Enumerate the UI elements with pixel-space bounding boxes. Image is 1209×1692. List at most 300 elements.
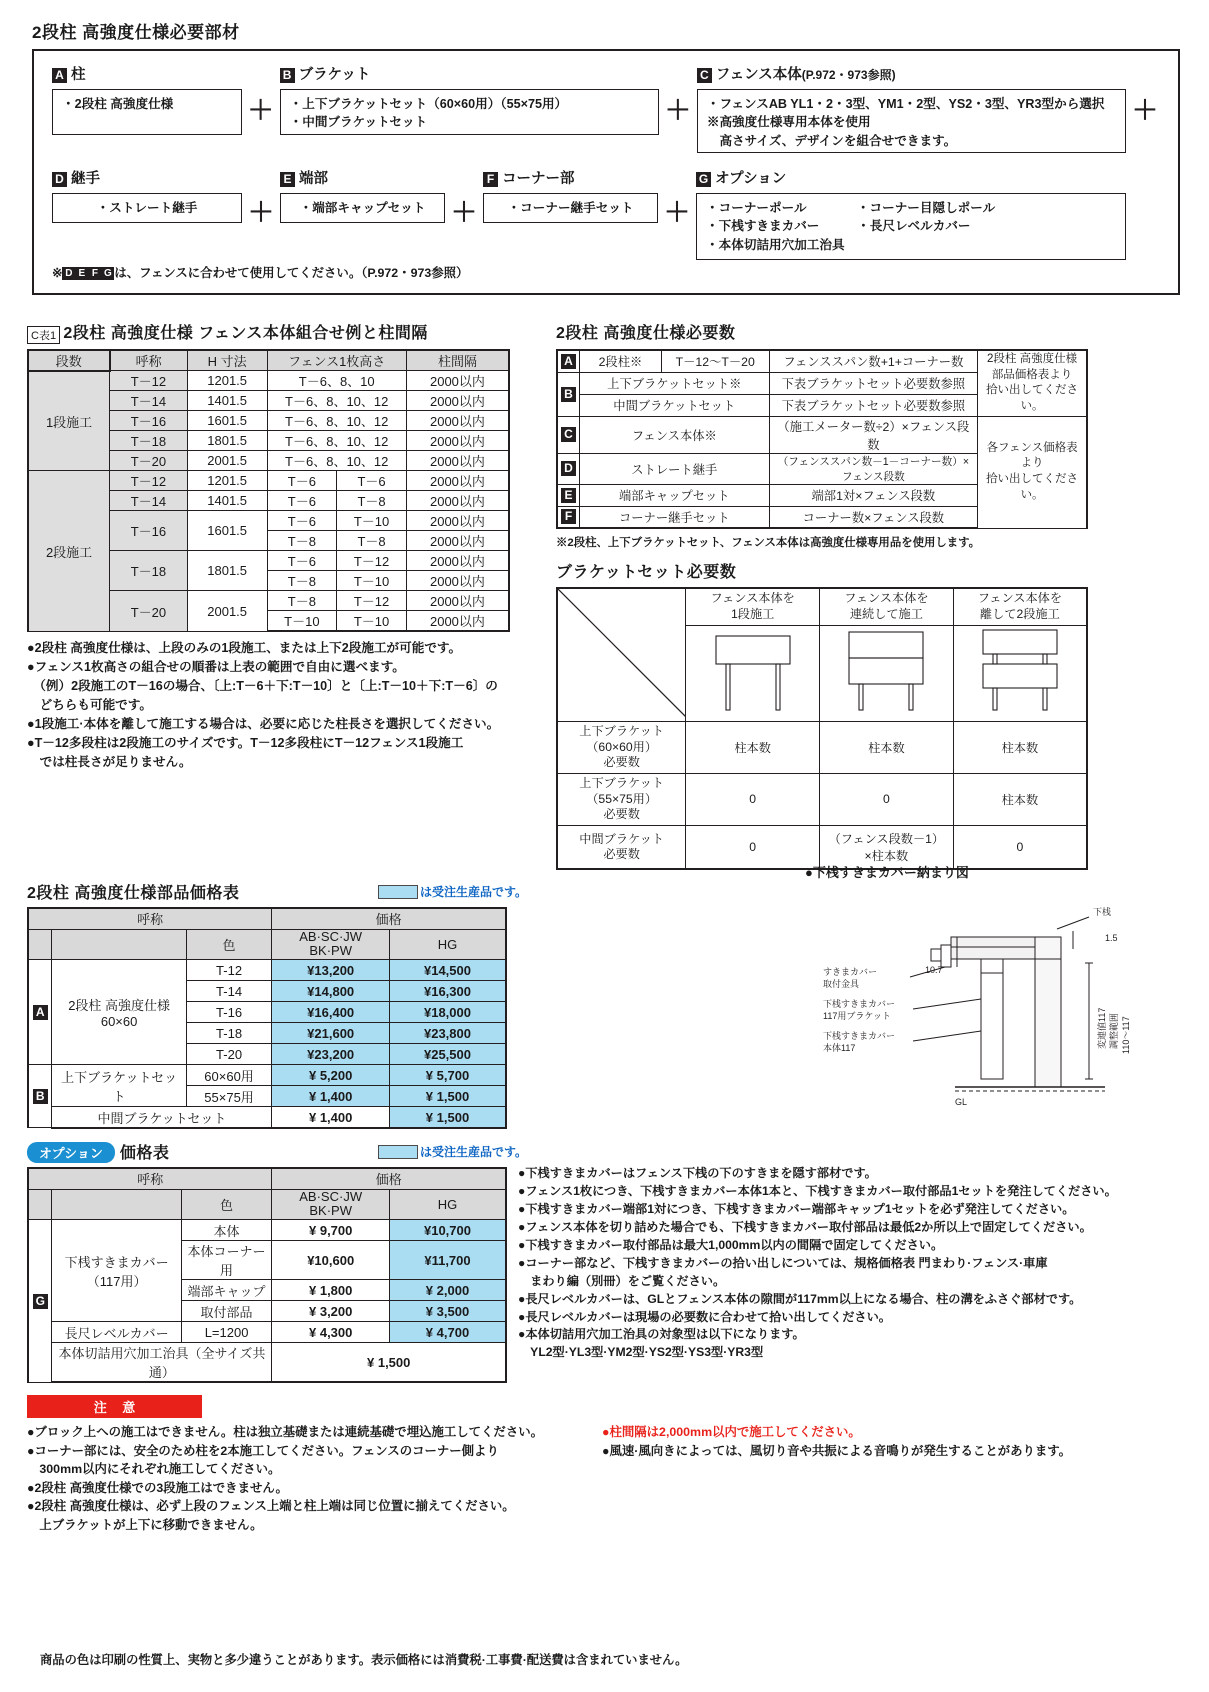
table1-g2-r5b-upper: T－10	[267, 611, 337, 632]
qty-note-bottom-l2: 拾い出してください。	[986, 473, 1079, 501]
label-range-3: 110～117	[1121, 1016, 1131, 1054]
badge-g-small-icon: G	[101, 267, 114, 280]
part-group-a-body	[52, 89, 242, 135]
table1-r4-name: T－18	[110, 431, 188, 451]
table1-g2-r4-h: 1801.5	[187, 551, 267, 591]
badge-g-icon: G	[696, 172, 711, 187]
price1-th-blank	[28, 929, 52, 960]
bracket-row-3-v2-l2: ×柱本数	[864, 848, 909, 863]
price1-b2-p2: ¥ 1,500	[389, 1086, 506, 1107]
price2-th-color: 色	[181, 1189, 272, 1220]
table1-g2-r3a-lower: T－10	[337, 511, 407, 531]
required-qty-section	[556, 320, 1186, 870]
bracket-col-3-l2: 離して2段施工	[979, 606, 1060, 621]
badge-f-small-icon: F	[88, 267, 101, 280]
table1-bullet-4: どちらも可能です。	[27, 698, 152, 712]
caution-left-4: ●2段柱 高強度仕様での3段施工はできません。	[27, 1480, 288, 1495]
label-body-2: 本体117	[823, 1043, 856, 1053]
price1-groupa-name-l2: 60×60	[100, 1014, 138, 1030]
price1-b2-p1: ¥ 1,400	[272, 1086, 390, 1107]
bracket-row-1-v2: 柱本数	[820, 721, 954, 773]
price1-groupa-name	[52, 960, 186, 1065]
table-row	[28, 371, 509, 391]
caution-section	[27, 1395, 1187, 1535]
part-group-a-head	[52, 63, 242, 84]
bracket-col-2-l1: フェンス本体を	[844, 591, 929, 605]
price1-groupb-name: 上下ブラケットセット	[52, 1065, 186, 1107]
table1-g2-r3a-upper: T－6	[267, 511, 337, 531]
price1-b2-size: 55×75用	[186, 1086, 272, 1107]
table1-th-pitch: 柱間隔	[406, 350, 509, 371]
caution-left-1: ●ブロック上への施工はできません。柱は独立基礎または連続基礎で埋込施工してください。	[27, 1425, 543, 1439]
price2-jig-name: 本体切詰用穴加工治具（全サイズ共通）	[52, 1343, 272, 1383]
table1-bullet-1: ●2段柱 高強度仕様は、上段のみの1段施工、または上下2段施工が可能です。	[27, 641, 462, 656]
bracket-row-1-v3: 柱本数	[953, 721, 1087, 773]
price1-a2-p2: ¥16,300	[389, 981, 506, 1002]
part-b-line-1: ・上下ブラケットセット（60×60用）（55×75用）	[289, 97, 568, 111]
table1-bullet-3: （例）2段施工のT－16の場合、〔上:T－6＋下:T－10〕と〔上:T－10＋下:T－6〕の	[27, 679, 498, 694]
table1-r2-h: 1401.5	[187, 391, 267, 411]
part-g-line-2: ・下桟すきまカバー ・長尺レベルカバー	[706, 219, 971, 234]
part-group-f	[483, 167, 658, 223]
price1-a5-p1: ¥23,200	[272, 1044, 390, 1065]
price2-c2-p1: ¥10,600	[272, 1241, 390, 1280]
price2-cover-name-l2: （117用）	[86, 1273, 147, 1289]
table1-r2-name: T－14	[110, 391, 188, 411]
table1-r1-fence: T－6、8、10	[267, 371, 406, 391]
bracket-row-2-l1: 上下ブラケット	[579, 776, 664, 791]
price2-c3-p1: ¥ 1,800	[272, 1280, 390, 1301]
table1-r4-pitch: 2000以内	[406, 431, 509, 451]
bracket-row-3-v2-l1: （フェンス段数－1）	[828, 831, 945, 846]
qty-row-a-qty: フェンススパン数+1+コーナー数	[769, 350, 978, 372]
bracket-row-2-v2: 0	[820, 773, 954, 825]
qty-note-bottom	[978, 416, 1087, 528]
table-row	[28, 471, 509, 491]
table-row	[28, 1220, 506, 1241]
bracket-row-1-l2: （60×60用）	[586, 739, 658, 754]
badge-e-icon: E	[280, 172, 295, 187]
table-row	[28, 1343, 506, 1383]
badge-f-icon: F	[561, 509, 576, 524]
table1-r1-name: T－12	[110, 371, 188, 391]
part-group-a	[52, 63, 242, 135]
table1-g2-r4b-upper: T－8	[267, 571, 337, 591]
part-f-line-1: ・コーナー継手セット	[507, 201, 634, 215]
bracket-row-3-l1: 中間ブラケット	[579, 831, 664, 846]
bracket-row-2-v1: 0	[686, 773, 820, 825]
table1-r4-h: 1801.5	[187, 431, 267, 451]
price1-th-price: 価格	[272, 908, 506, 929]
label-gl: GL	[955, 1097, 968, 1107]
plus-sign-5: ＋	[451, 197, 478, 227]
parts-frame	[32, 49, 1180, 295]
qty-badge-f	[557, 506, 580, 528]
price2-c4-p1: ¥ 3,200	[272, 1301, 390, 1322]
qty-row-f-qty: コーナー数×フェンス段数	[769, 506, 978, 528]
badge-g-icon: G	[33, 1294, 48, 1309]
diagonal-line-icon	[558, 589, 686, 719]
table1-r4-fence: T－6、8、10、12	[267, 431, 406, 451]
table1-g2-r2-h: 1401.5	[187, 491, 267, 511]
table1-th-dansu: 段数	[28, 350, 110, 371]
table-row	[28, 1189, 506, 1220]
table1-r5-h: 2001.5	[187, 451, 267, 471]
table1-g2-r1-h: 1201.5	[187, 471, 267, 491]
table1-r3-pitch: 2000以内	[406, 411, 509, 431]
table1-heading	[27, 320, 532, 344]
made-to-order-swatch	[378, 1145, 418, 1159]
qty-badge-d	[557, 453, 580, 484]
part-c-line-2: ※高強度仕様専用本体を使用	[706, 115, 871, 130]
table-row	[557, 721, 1087, 773]
price2-th-c1	[272, 1189, 390, 1220]
caution-left-column	[27, 1423, 602, 1535]
bracket-col-1-header	[686, 588, 820, 625]
table1-g2-r3b-pitch: 2000以内	[406, 531, 509, 551]
bracket-col-3-l1: フェンス本体を	[977, 591, 1063, 605]
part-group-c-body	[697, 89, 1126, 153]
qty-note-top-l1: 2段柱 高強度仕様	[987, 353, 1078, 366]
bracket-illustration-1	[686, 625, 820, 721]
label-range-1: 変連値117	[1097, 1007, 1107, 1049]
price1-b3-name: 中間ブラケットセット	[52, 1107, 272, 1128]
badge-b-icon: B	[280, 68, 295, 83]
part-g-line-3: ・本体切詰用穴加工治具	[706, 237, 845, 252]
price1-badge-a	[28, 960, 52, 1065]
part-c-line-3: 高さサイズ、デザインを組合せできます。	[706, 133, 957, 148]
qty-row-a-size: T－12～T－20	[661, 350, 769, 372]
table1-g2-r3-name: T－16	[110, 511, 188, 551]
price2-th-namecol	[52, 1189, 181, 1220]
price2-th-blank	[28, 1189, 52, 1220]
price2-legend-text: は受注生産品です。	[419, 1145, 527, 1159]
price2-c3-size: 端部キャップ	[181, 1280, 272, 1301]
table2-title: 2段柱 高強度仕様必要数	[556, 325, 736, 342]
badge-d-small-icon: D	[62, 267, 75, 280]
bracket-row-2-label	[557, 773, 686, 825]
caution-left-6: 上ブラケットが上下に移動できません。	[27, 1518, 263, 1533]
part-group-e	[280, 167, 445, 223]
part-group-f-body	[483, 193, 658, 223]
part-group-c	[697, 63, 1126, 153]
table1-group1-label: 1段施工	[28, 371, 110, 471]
option-price-table	[27, 1167, 507, 1383]
price1-b3-p1: ¥ 1,400	[272, 1107, 390, 1128]
caution-columns	[27, 1423, 1187, 1535]
table1-g2-r1-name: T－12	[110, 471, 188, 491]
table1-r5-name: T－20	[110, 451, 188, 471]
price2-c1-p1: ¥ 9,700	[272, 1220, 390, 1241]
price2-heading	[27, 1140, 169, 1163]
price1-a3-p2: ¥18,000	[389, 1002, 506, 1023]
price1-a5-p2: ¥25,500	[389, 1044, 506, 1065]
caution-left-3: 300mm以内にそれぞれ施工してください。	[27, 1462, 281, 1477]
price2-cover-name-l1: 下桟すきまカバー	[64, 1254, 169, 1270]
option-note-5: ●下桟すきまカバー取付部品は最大1,000mm以内の間隔で固定してください。	[518, 1237, 944, 1252]
price1-th-c1-l1: AB·SC·JW	[299, 928, 363, 944]
price1-b1-p1: ¥ 5,200	[272, 1065, 390, 1086]
qty-badge-a	[557, 350, 580, 372]
bracket-col-3-header	[953, 588, 1087, 625]
price1-a3-p1: ¥16,400	[272, 1002, 390, 1023]
table1-r3-fence: T－6、8、10、12	[267, 411, 406, 431]
qty-row-b2-name: 中間ブラケットセット	[580, 394, 770, 416]
label-range-2: 調整範囲	[1109, 1012, 1119, 1049]
part-group-g-body	[696, 193, 1126, 260]
plus-sign-6: ＋	[664, 197, 691, 227]
parts-price-section	[27, 880, 527, 1129]
price1-title: 2段柱 高強度仕様部品価格表	[27, 885, 240, 902]
part-group-c-head	[697, 63, 1126, 84]
table-row	[557, 416, 1087, 453]
price2-title: 価格表	[119, 1145, 170, 1162]
option-note-10: ●本体切詰用穴加工治具の対象型は以下になります。	[518, 1327, 805, 1342]
price2-th-name: 呼称	[28, 1168, 272, 1189]
part-group-d-label: 継手	[71, 171, 101, 187]
qty-row-c-qty: （施工メーター数÷2）×フェンス段数	[769, 416, 978, 453]
table1-bullet-5: ●1段施工·本体を離して施工する場合は、必要に応じた柱長さを選択してください。	[27, 716, 500, 731]
price2-c1-size: 本体	[181, 1220, 272, 1241]
option-pill: オプション	[27, 1142, 115, 1163]
parts-section-title: 2段柱 高強度仕様必要部材	[32, 23, 240, 42]
parts-price-table	[27, 907, 507, 1129]
price1-a5-size: T-20	[186, 1044, 272, 1065]
caution-right-2: ●風速·風向きによっては、風切り音や共振による音鳴りが発生することがあります。	[602, 1443, 1072, 1458]
table1-g2-r4b-pitch: 2000以内	[406, 571, 509, 591]
table1-g2-r3a-pitch: 2000以内	[406, 511, 509, 531]
badge-a-icon: A	[33, 1005, 48, 1020]
option-notes-list	[518, 1165, 1188, 1362]
price2-c2-size: 本体コーナー用	[181, 1241, 272, 1280]
table1-g2-r5-h: 2001.5	[187, 591, 267, 632]
part-group-g-head	[696, 167, 1126, 188]
part-b-line-2: ・中間ブラケットセット	[289, 115, 428, 130]
label-sukima-2: 取付金具	[823, 979, 860, 989]
bracket-row-3-label	[557, 825, 686, 869]
part-group-b	[280, 63, 659, 135]
price1-a2-size: T-14	[186, 981, 272, 1002]
footer-note: 商品の色は印刷の性質上、実物と多少違うことがあります。表示価格には消費税·工事費·配送費は含まれていません。	[40, 1653, 688, 1667]
caution-left-2: ●コーナー部には、安全のため柱を2本施工してください。フェンスのコーナー側より	[27, 1443, 499, 1458]
option-note-3: ●下桟すきまカバー端部1対につき、下桟すきまカバー端部キャップ1セットを必ず発注してください。	[518, 1201, 1075, 1216]
price2-c2-p2: ¥11,700	[389, 1241, 506, 1280]
part-e-line-1: ・端部キャップセット	[299, 201, 426, 215]
badge-b-icon: B	[33, 1089, 48, 1104]
table1-g2-r3-h: 1601.5	[187, 511, 267, 551]
option-note-9: ●長尺レベルカバーは現場の必要数に合わせて拾い出してください。	[518, 1309, 891, 1324]
price2-jig-price: ¥ 1,500	[272, 1343, 506, 1383]
defg-note	[52, 263, 1164, 281]
label-body-1: 下桟すきまカバー	[823, 1031, 896, 1041]
table1-g2-r4b-lower: T－10	[337, 571, 407, 591]
part-c-line-1: ・フェンスAB YL1・2・3型、YM1・2型、YS2・3型、YR3型から選択	[706, 97, 1105, 111]
table1-bullet-7: では柱長さが足りません。	[27, 754, 192, 769]
part-d-line-1: ・ストレート継手	[96, 201, 198, 215]
price1-b3-p2: ¥ 1,500	[389, 1107, 506, 1128]
table1-g2-r5a-lower: T－12	[337, 591, 407, 611]
fence-continuous-icon	[831, 628, 941, 716]
qty-row-d-qty: （フェンススパン数－1－コーナー数）×フェンス段数	[769, 453, 978, 484]
qty-row-b1-qty: 下表ブラケットセット必要数参照	[769, 372, 978, 394]
bracket-row-2-l3: 必要数	[603, 806, 640, 821]
table1-g2-r1-lower: T－6	[337, 471, 407, 491]
table1-g2-r2-lower: T－8	[337, 491, 407, 511]
qty-note-top-l2: 部品価格表より	[991, 368, 1073, 381]
table1-r5-fence: T－6、8、10、12	[267, 451, 406, 471]
table1-group2-label: 2段施工	[28, 471, 110, 632]
option-note-2: ●フェンス1枚につき、下桟すきまカバー本体1本と、下桟すきまカバー取付部品1セットを発注してください。	[518, 1183, 1117, 1198]
part-group-e-label: 端部	[299, 171, 329, 187]
price1-th-color: 色	[186, 929, 272, 960]
label-dim-107: 10.7	[925, 965, 943, 975]
combination-table	[27, 349, 510, 633]
bracket-row-3-l2: 必要数	[603, 846, 640, 861]
table-row	[28, 1322, 506, 1343]
qty-row-b2-qty: 下表ブラケットセット必要数参照	[769, 394, 978, 416]
part-group-d-body	[52, 193, 242, 223]
price1-b1-p2: ¥ 5,700	[389, 1065, 506, 1086]
part-group-a-label: 柱	[71, 67, 86, 83]
price1-a2-p1: ¥14,800	[272, 981, 390, 1002]
table1-r1-pitch: 2000以内	[406, 371, 509, 391]
price1-th-c1	[272, 929, 390, 960]
part-group-b-label: ブラケット	[298, 67, 371, 83]
part-group-g	[696, 167, 1126, 260]
table1-r5-pitch: 2000以内	[406, 451, 509, 471]
price2-c3-p2: ¥ 2,000	[389, 1280, 506, 1301]
part-group-e-head	[280, 167, 445, 188]
price2-th-price: 価格	[272, 1168, 506, 1189]
qty-row-e-qty: 端部1対×フェンス段数	[769, 484, 978, 506]
made-to-order-swatch	[378, 885, 418, 899]
price1-legend	[378, 883, 527, 900]
option-price-section	[27, 1140, 527, 1383]
diagonal-header-cell	[557, 588, 686, 721]
price2-c1-p2: ¥10,700	[389, 1220, 506, 1241]
option-note-6: ●コーナー部など、下桟すきまカバーの拾い出しについては、規格価格表 門まわり·フェンス·車庫	[518, 1255, 1048, 1270]
qty-row-b1-name: 上下ブラケットセット※	[580, 372, 770, 394]
qty-note-bottom-l1: 各フェンス価格表より	[986, 441, 1078, 470]
qty-note-top	[978, 350, 1087, 416]
bracket-row-3-v3: 0	[953, 825, 1087, 869]
table1-g2-r1-upper: T－6	[267, 471, 337, 491]
table1-bullet-2: ●フェンス1枚高さの組合せの順番は上表の範囲で自由に選べます。	[27, 660, 405, 675]
price1-a1-p1: ¥13,200	[272, 960, 390, 981]
table1-r3-h: 1601.5	[187, 411, 267, 431]
bracket-illustration-2	[820, 625, 954, 721]
required-parts-section	[32, 18, 1180, 295]
price1-a4-size: T-18	[186, 1023, 272, 1044]
bracket-qty-table	[556, 587, 1088, 870]
table1-r1-h: 1201.5	[187, 371, 267, 391]
badge-c-icon: C	[561, 427, 576, 442]
badge-f-icon: F	[483, 172, 498, 187]
table1-g2-r1-pitch: 2000以内	[406, 471, 509, 491]
badge-e-small-icon: E	[75, 267, 88, 280]
caution-right-column	[602, 1423, 1187, 1535]
table1-g2-r5b-lower: T－10	[337, 611, 407, 632]
part-a-line-1: ・2段柱 高強度仕様	[62, 97, 174, 111]
table-row	[557, 588, 1087, 625]
part-group-d	[52, 167, 242, 223]
qty-row-d-name: ストレート継手	[580, 453, 770, 484]
diagram-title: ●下桟すきまカバー納まり図	[805, 865, 969, 880]
price2-level-name: 長尺レベルカバー	[52, 1322, 181, 1343]
bracket-row-3-v1: 0	[686, 825, 820, 869]
qty-row-e-name: 端部キャップセット	[580, 484, 770, 506]
price1-legend-text: は受注生産品です。	[419, 885, 527, 899]
qty-badge-b	[557, 372, 580, 416]
label-sukima-1: すきまカバー	[823, 967, 878, 977]
option-note-11: YL2型·YL3型·YM2型·YS2型·YS3型·YR3型	[518, 1345, 764, 1360]
table1-g2-r4-name: T－18	[110, 551, 188, 591]
bracket-col-1-l2: 1段施工	[730, 606, 775, 621]
bracket-illustration-3	[953, 625, 1087, 721]
part-group-b-head	[280, 63, 659, 84]
defg-note-post: は、フェンスに合わせて使用してください。（P.972・973参照）	[114, 265, 469, 280]
price1-th-c2: HG	[389, 929, 506, 960]
part-group-d-head	[52, 167, 242, 188]
badge-a-icon: A	[52, 68, 67, 83]
qty-badge-c	[557, 416, 580, 453]
part-group-g-label: オプション	[715, 171, 787, 187]
label-bracket-1: 下桟すきまカバー	[823, 999, 896, 1009]
table-row	[28, 929, 506, 960]
price1-th-c1-l2: BK·PW	[309, 943, 352, 959]
table1-g2-r2-upper: T－6	[267, 491, 337, 511]
bracket-col-1-l1: フェンス本体を	[710, 591, 795, 605]
bracket-row-2-v3: 柱本数	[953, 773, 1087, 825]
caution-left-5: ●2段柱 高強度仕様は、必ず上段のフェンス上端と柱上端は同じ位置に揃えてください。	[27, 1499, 515, 1514]
bracket-row-2-l2: （55×75用）	[586, 791, 658, 806]
qty-row-f-name: コーナー継手セット	[580, 506, 770, 528]
table-row	[557, 773, 1087, 825]
price2-level-p1: ¥ 4,300	[272, 1322, 390, 1343]
label-shitasan: 下桟	[1093, 907, 1112, 917]
price2-cover-name	[52, 1220, 181, 1322]
table-row	[28, 908, 506, 929]
cover-detail-diagram	[805, 862, 1190, 1142]
option-note-7: まわり編（別冊）をご覧ください。	[518, 1273, 726, 1288]
part-group-f-label: コーナー部	[502, 171, 575, 187]
caution-right-1: ●柱間隔は2,000mm以内で施工してください。	[602, 1425, 861, 1439]
badge-a-icon: A	[561, 354, 576, 369]
qty-footnote: ※2段柱、上下ブラケットセット、フェンス本体は高強度仕様専用品を使用します。	[556, 537, 981, 549]
qty-row-c-name: フェンス本体※	[580, 416, 770, 453]
price2-c4-p2: ¥ 3,500	[389, 1301, 506, 1322]
price1-a3-size: T-16	[186, 1002, 272, 1023]
table-row	[28, 1065, 506, 1086]
plus-sign-4: ＋	[248, 197, 275, 227]
part-group-b-body	[280, 89, 659, 135]
table1-title: 2段柱 高強度仕様 フェンス本体組合せ例と柱間隔	[63, 325, 428, 342]
table1-r2-pitch: 2000以内	[406, 391, 509, 411]
table1-th-name: 呼称	[110, 350, 188, 371]
table1-bullet-6: ●T－12多段柱は2段施工のサイズです。T－12多段柱にT－12フェンス1段施工	[27, 735, 464, 750]
table-row	[557, 350, 1087, 372]
badge-e-icon: E	[561, 488, 576, 503]
bracket-row-1-l3: 必要数	[603, 754, 640, 769]
price2-th-c1-l2: BK·PW	[309, 1203, 352, 1219]
option-note-8: ●長尺レベルカバーは、GLとフェンス本体の隙間が117mm以上になる場合、柱の溝をふさぐ部材です。	[518, 1291, 1082, 1306]
combination-table-section	[27, 320, 532, 772]
bracket-table-title: ブラケットセット必要数	[556, 564, 737, 581]
bracket-col-2-header	[820, 588, 954, 625]
bracket-row-1-v1: 柱本数	[686, 721, 820, 773]
table1-g2-r5a-upper: T－8	[267, 591, 337, 611]
badge-d-icon: D	[561, 461, 576, 476]
